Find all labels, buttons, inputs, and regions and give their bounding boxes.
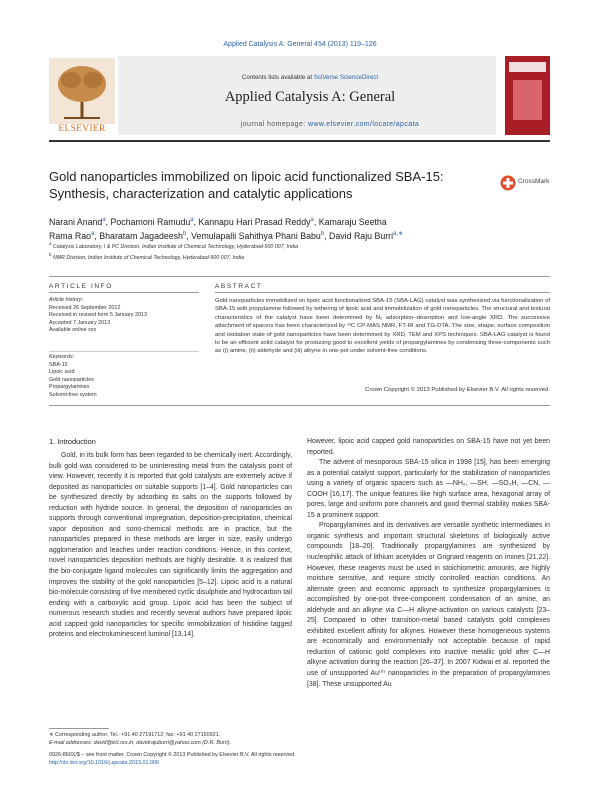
- info-divider: [49, 292, 199, 293]
- abstract-heading: ABSTRACT: [215, 283, 263, 290]
- journal-cover-thumbnail[interactable]: [505, 56, 550, 135]
- affiliation-b: NMR Division, Indian Institute of Chemical Technology, Hyderabad-500 007, India: [52, 254, 245, 261]
- author-name[interactable]: Rama Rao: [49, 230, 92, 241]
- received-date: Received 26 September 2012: [49, 304, 121, 311]
- author-name[interactable]: Narani Anand: [49, 216, 103, 227]
- author-name[interactable]: David Raju Burri: [329, 230, 394, 241]
- homepage-prefix: journal homepage:: [240, 121, 306, 128]
- corresponding-author: ∗ Corresponding author. Tel.: +91 40 27191712; fax: +91 40 27160921.: [49, 732, 221, 738]
- author-name[interactable]: Vemulapalli Sahithya Phani Babu: [191, 230, 321, 241]
- article-title: Gold nanoparticles immobilized on lipoic acid functionalized SBA-15: Synthesis, characterization and catalytic applications: [49, 169, 444, 201]
- author-name[interactable]: Bharatam Jagadeesh: [99, 230, 183, 241]
- journal-homepage: [180, 121, 480, 128]
- article-history: [49, 297, 199, 335]
- email-addresses[interactable]: E-mail addresses: david@iict.res.in, davidrajuburri@yahoo.com (D.R. Burri).: [49, 739, 232, 746]
- header-divider: [49, 140, 550, 142]
- section-heading: 1. Introduction: [49, 437, 96, 446]
- contents-prefix: Contents lists available at: [241, 74, 313, 81]
- revised-date: Received in revised form 5 January 2013: [49, 312, 147, 319]
- homepage-link[interactable]: www.elsevier.com/locate/apcata: [307, 121, 420, 128]
- history-label: Article history:: [49, 297, 83, 303]
- paragraph: Propargylamines and its derivatives are versatile synthetic intermediates in organic synthesis and important structural skeletons of biologically active compounds [18–20]. Traditionally propargylamines are synthesized by nucleophilic attack of lithium acetylides or Grignard reagents on imines [21,22]. However, these reagents must be used in stoichiometric amounts, are highly moisture sensitive, and require strictly controlled reaction conditions. An alternate green and economic approach to synthesize propargylamines is accomplished by one-pot three-component condensation of an amine, an aldehyde and an alkyne via C—H alkyne-activation on various catalysts [23–25]. Compared to other transition-metal based catalysts gold complexes exhibited excellent affinity for alkynes. However these homogeneous systems are economically and environmentally not acceptable because of rapid reduction of cationic gold complexes into inactive metallic gold after C—H alkyne activation during the reaction [26–37]. In 2007 Kidwai et al. reported the use of unsupported Au⁽⁰⁾ nanoparticles in the preparation of propargylamines [38]. These unsupported Au: [307, 522, 550, 688]
- affiliation-a: Catalysis Laboratory, I & PC Division, Indian Institute of Chemical Technology, Hyderabad-500 007, India: [52, 243, 299, 250]
- keyword: Propargylamines: [49, 384, 90, 391]
- crossmark-badge[interactable]: [500, 173, 552, 201]
- abstract-copyright: Crown Copyright © 2013 Published by Elsevier B.V. All rights reserved.: [365, 387, 550, 393]
- paragraph: The advent of mesoporous SBA-15 silica in 1998 [15], has been emerging as a potential catalyst support, particularly for the stabilization of nanoparticles using a variety of organic spacers such as —NH₂, —SH, —SO₃H, —CN, —COOH [16,17]. The unique features like high surface area, hexagonal array of pores, large and uniform pore channels and good thermal stability makes SBA-15 a prominent support.: [307, 459, 550, 519]
- abstract-text: Gold nanoparticles immobilized on lipoic acid functionalized SBA-15 (SBA-LAG) catalyst was synthesized via functionalization of SBA-15 with propylamine followed by tethering of lipoic acid and immobilization of gold nanoparticles. The structural and textural characteristics of the catalyst have been determined by N₂ adsorption–desorption and low-angle XRD. The successive attachment of spacers has been characterized by ¹³C CP-MAS NMR, FT-IR and TG-DTA. The size, shape, surface composition and oxidation state of gold nanoparticles have been determined by XRD, TEM and XPS techniques. SBA-LAG catalyst is found to be an efficient solid catalyst for producing good to excellent yields of propargylamines by condensing three-components such as (i) amine, (ii) aldehyde and (iii) alkyne in one-pot under solvent-free conditions.: [215, 298, 550, 355]
- contents-available: [180, 74, 440, 81]
- publisher-name: ELSEVIER: [58, 124, 106, 134]
- affiliations: $^a$ Catalysis Laboratory, I & PC Division, Indian Institute of Chemical Technology, Hyderabad-500 007, India $^b$ NMR Division, Indian Institute of Chemical Technology, Hyderabad-500 007, India: [49, 241, 299, 261]
- online-date: Available online xxx: [49, 327, 97, 334]
- author-list: Narani Anand$^a$, Pochamoni Ramudu$^a$, Kannapu Hari Prasad Reddy$^a$, Kamaraju Seetha Rama Rao$^a$, Bharatam Jagadeesh$^b$, Vemulapalli Sahithya Phani Babu$^b$, David Raju Burri$^{a,∗}$: [49, 216, 404, 241]
- journal-citation[interactable]: Applied Catalysis A: General 454 (2013) 119–126: [223, 41, 377, 48]
- issn-line: 0926-860X/$ – see front matter. Crown Copyright © 2013 Published by Elsevier B.V. All rights reserved.: [49, 752, 296, 758]
- elsevier-tree-logo: [49, 58, 115, 132]
- body-divider: [49, 405, 550, 406]
- keyword: SBA-15: [49, 361, 68, 368]
- author-name[interactable]: Kannapu Hari Prasad Reddy: [198, 216, 311, 227]
- keywords-label: Keywords:: [49, 354, 75, 360]
- crossmark-label: CrossMark: [518, 178, 550, 185]
- author-name[interactable]: Pochamoni Ramudu: [110, 216, 191, 227]
- article-info-heading: ARTICLE INFO: [49, 283, 113, 290]
- crossmark-icon: [500, 175, 516, 191]
- abstract-divider: [215, 292, 550, 293]
- sciencedirect-link[interactable]: SciVerse ScienceDirect: [313, 74, 379, 81]
- publication-info: [49, 752, 449, 767]
- keywords-block: [49, 354, 199, 400]
- paragraph: However, lipoic acid capped gold nanoparticles on SBA-15 have not yet been reported.: [307, 438, 550, 456]
- keyword: Gold nanoparticles: [49, 376, 94, 383]
- journal-title: Applied Catalysis A: General: [224, 89, 396, 105]
- footnote-divider: [49, 728, 109, 729]
- section-divider: [49, 276, 550, 277]
- keywords-divider: [49, 351, 199, 352]
- doi-link[interactable]: http://dx.doi.org/10.1016/j.apcata.2013.01.006: [49, 759, 159, 766]
- paragraph: Gold, in its bulk form has been regarded to be chemically inert. Accordingly, bulk gold was considered to be uninteresting metal from the catalysis point of view. However, recently it is reported that gold catalysts are extremely active if deposited as nanoparticles on suitable supports [1–4]. Gold nanoparticles can be synthesized directly by adsorbing its salts on the supports followed by reduction with hydride source. In general, the deposition of nanoparticles on supports through conventional impregnation, deposition-precipitation, chemical vapor deposition and sono-chemical methods are in practice, but the nanoparticles prepared in these methods are larger in size, easily undergo agglomeration and leaches under reaction conditions. Hence, in this context, novel nanoparticles deposition methods are highly desirable. It is realized that the bio-conjugate ligand molecules can significantly limits the aggregation and improves the stability of the gold nanoparticles [5–12]. Lipoic acid is a natural bio-molecule consisting of five membered cyclic disulphide and hydrocarbon tail ending with a carboxylic acid group. Lipoic acid has been the subject of numerous research studies and recently several authors have prepared lipoic acid capped gold nanoparticles for specific immobilization of histidine tagged proteins and electroluminescent luminol [13,14].: [49, 452, 292, 639]
- left-column: [49, 451, 292, 641]
- footnotes: [49, 732, 349, 747]
- keyword: Lipoic acid: [49, 369, 75, 376]
- author-name[interactable]: Kamaraju Seetha: [318, 216, 387, 227]
- right-column: [307, 437, 550, 690]
- keyword: Solvent-free system: [49, 391, 97, 398]
- accepted-date: Accepted 7 January 2013: [49, 319, 111, 326]
